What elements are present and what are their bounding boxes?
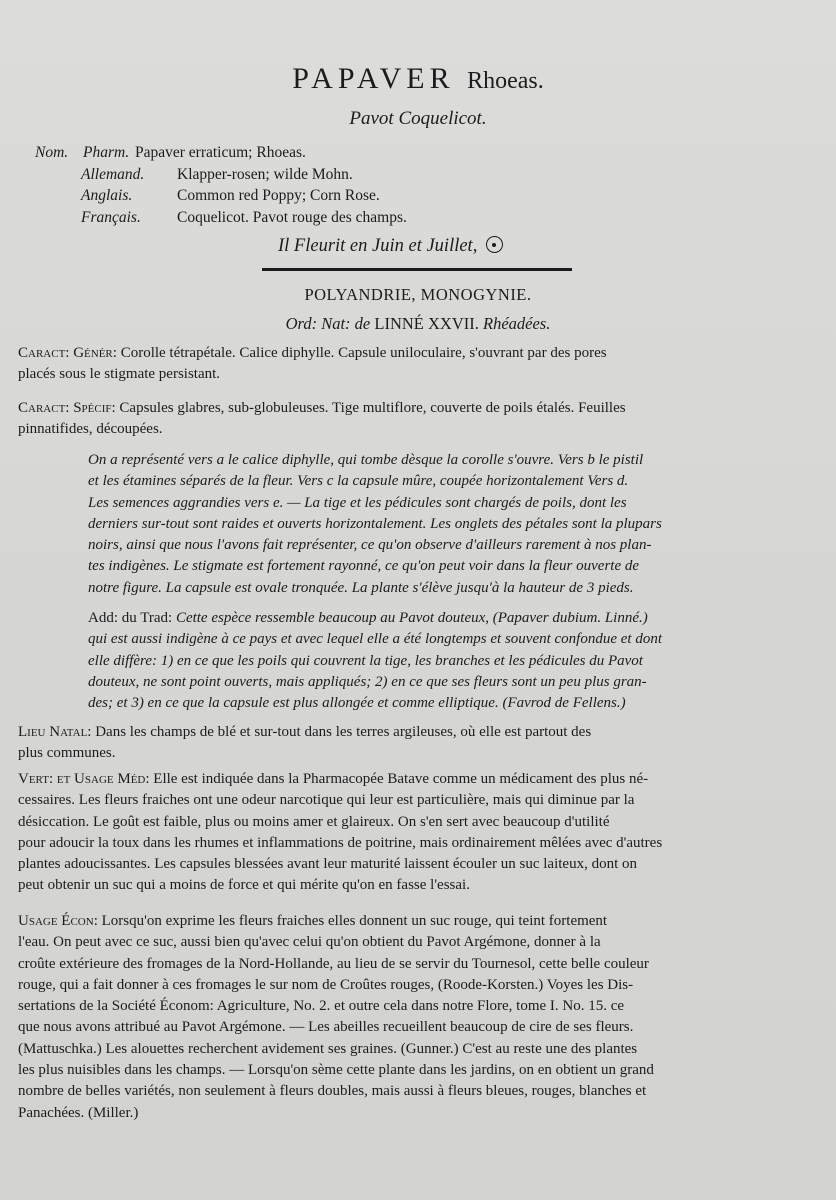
section-line: croûte extérieure des fromages de la Nord-Hollande, au lieu de se servir du Tournesol, cette belle couleur [18,955,649,972]
section-label: Add: du Trad: [88,610,173,626]
section-line: peut obtenir un suc qui a moins de force et qui mérite qu'on en fasse l'essai. [18,877,470,894]
section-line: l'eau. On peut avec ce suc, aussi bien qu'avec celui qu'on obtient du Pavot Argémone, donner à la [18,934,601,951]
section-line: Capsules glabres, sub-globuleuses. Tige multiflore, couverte de poils étalés. Feuilles [119,400,626,416]
page-title [0,62,836,96]
names-list [35,142,407,228]
common-name: Pavot Coquelicot. [349,108,487,129]
section-line: notre figure. La capsule est ovale tronquée. La plante s'élève jusqu'à la hauteur de 3 pieds. [88,579,634,596]
section-line: pinnatifides, découpées. [18,421,163,438]
section-line: Elle est indiquée dans la Pharmacopée Batave comme un médicament des plus né- [153,771,649,787]
section-line: que nous avons attribué au Pavot Argémone. — Les abeilles recueillent beaucoup de cire de ses fleurs. [18,1019,634,1036]
order-label: Ord: Nat: de [285,314,371,333]
linnaean-class: POLYANDRIE, MONOGYNIE. [304,285,532,304]
flowering-line [278,236,503,257]
section-line: noirs, ainsi que nous l'avons fait représenter, ce qu'on observe d'ailleurs rarement à nos plan- [88,537,652,554]
name-row-anglais [35,185,407,207]
section-line: plantes adoucissantes. Les capsules blessées avant leur maturité laissent écouler un suc laiteux, dont on [18,856,637,873]
section-line: rouge, qui a fait donner à ces fromages le sur nom de Croûtes rouges, (Roode-Korsten.) Voyes les Dis- [18,976,634,993]
order-linne: LINNÉ XXVII. [374,314,479,333]
section-line: (Mattuschka.) Les alouettes recherchent avidement ses graines. (Gunner.) C'est au reste une des plantes [18,1040,638,1057]
name-row-allemand [35,164,407,186]
section-line: pour adoucir la toux dans les rhumes et inflammations de poitrine, mais ordinairement mêlées avec d'autres [18,834,663,851]
section-line: désiccation. Le goût est faible, plus ou moins amer et glaireux. On s'en sert avec beaucoup d'utilité [18,813,610,830]
section-line: derniers sur-tout sont raides et ouverts horizontalement. Les onglets des pétales sont la plupars [88,515,662,532]
section-label: Caract: Spécif: [18,400,116,416]
name-label: Pharm. [83,144,130,161]
name-value: Common red Poppy; Corn Rose. [177,187,380,204]
section-line: Cette espèce ressemble beaucoup au Pavot douteux, (Papaver dubium. Linné.) [175,610,648,626]
section-line: tes indigènes. Le stigmate est fortement rayonné, ce qu'on peut voir dans la fleur ouverte de [88,558,640,575]
name-value: Coquelicot. Pavot rouge des champs. [177,208,407,226]
section-line: Dans les champs de blé et sur-tout dans les terres argileuses, où elle est partout des [95,724,592,740]
name-row-francais [35,207,407,229]
section-line: et les étamines séparés de la fleur. Vers c la capsule mûre, coupée horizontalement Vers d. [88,473,629,490]
section-add-trad [88,608,820,714]
species-name: Rhoeas. [467,68,544,94]
genus-name: PAPAVER [292,62,455,95]
section-caract-specif [18,398,818,441]
section-line: cessaires. Les fleurs fraiches ont une odeur narcotique qui leur est particulière, mais qui diminue par la [18,792,635,809]
section-label: Lieu Natal: [18,724,92,740]
section-line: placés sous le stigmate persistant. [18,366,221,383]
section-line: Lorsqu'on exprime les fleurs fraiches elles donnent un suc rouge, qui teint fortement [101,913,608,929]
section-line: des; et 3) en ce que la capsule est plus allongée et comme elliptique. (Favrod de Fellens.) [88,695,626,712]
section-vert-usage [18,769,818,897]
order-family: Rhéadées. [483,314,551,333]
section-line: sertations de la Société Économ: Agriculture, No. 2. et outre cela dans notre Flore, tome I. No. 15. ce [18,998,625,1015]
section-line: On a représenté vers a le calice diphylle, qui tombe dèsque la corolle s'ouvre. Vers b le pistil [88,452,644,468]
section-line: nombre de belles variétés, non seulement à fleurs doubles, mais aussi à fleurs bleues, rouges, blanches et [18,1083,647,1100]
name-label: Nom. [35,144,69,161]
annual-symbol-icon [486,236,503,253]
section-lieu-natal [18,722,818,765]
section-line: elle diffère: 1) en ce que les poils qui couvrent la tige, les branches et les pédicules du Pavot [88,652,643,669]
section-usage-econ [18,911,818,1124]
name-label: Anglais. [81,187,133,204]
name-value: Papaver erraticum; Rhoeas. [135,144,306,161]
section-line: Les semences aggrandies vers e. — La tige et les pédicules sont chargés de poils, dont les [88,494,627,511]
section-label: Vert: et Usage Méd: [18,771,150,787]
section-label: Caract: Génér: [18,345,117,361]
section-line: les plus nuisibles dans les champs. — Lorsqu'on sème cette plante dans les jardins, on en obtient un grand [18,1062,654,1079]
natural-order [0,314,836,334]
section-line: douteux, ne sont point ouverts, mais appliqués; 2) en ce que ses fleurs sont un peu plus gran- [88,673,647,690]
section-line: qui est aussi indigène à ce pays et avec lequel elle a été longtemps et souvent confondue et dont [88,631,662,648]
name-row-pharm [35,142,407,164]
section-caract-gener [18,343,818,386]
section-line: Corolle tétrapétale. Calice diphylle. Capsule uniloculaire, s'ouvrant par des pores [120,345,607,361]
section-line: plus communes. [18,745,116,762]
name-label: Français. [81,208,141,226]
name-value: Klapper-rosen; wilde Mohn. [177,165,353,183]
name-label: Allemand. [81,165,145,183]
flowering-text: Il Fleurit en Juin et Juillet, [278,236,478,256]
section-line: Panachées. (Miller.) [18,1104,139,1121]
section-label: Usage Écon: [18,913,98,929]
divider-rule [262,268,572,271]
section-figure-note [88,450,820,599]
